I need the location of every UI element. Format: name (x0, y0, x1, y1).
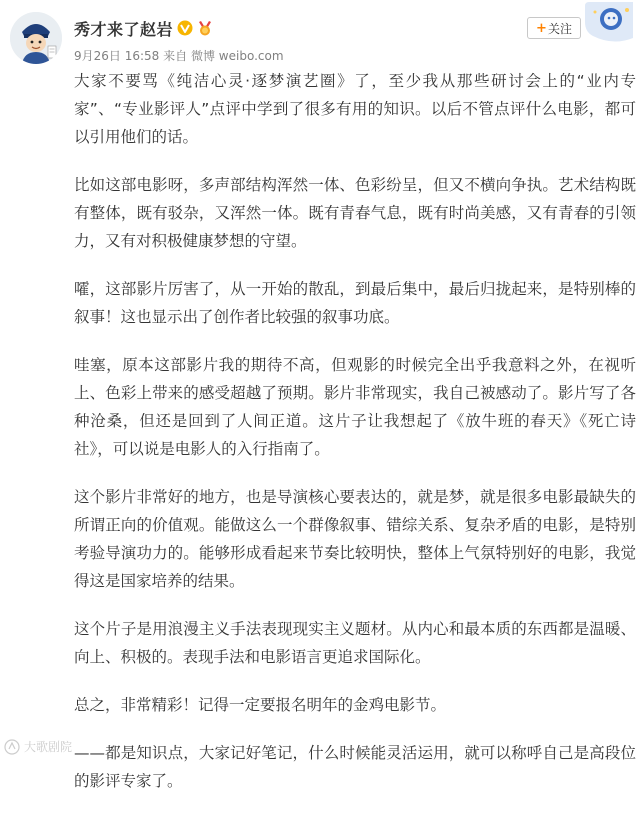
medal-icon[interactable] (197, 20, 213, 36)
post-paragraph-3: 嚯，这部影片厉害了，从一开始的散乱，到最后集中，最后归拢起来，是特别棒的叙事！这也显示出了创作者比较强的叙事功底。 (74, 280, 636, 326)
verified-v-icon (177, 20, 193, 36)
follow-label: 关注 (547, 21, 572, 36)
post-paragraph-4: 哇塞，原本这部影片我的期待不高，但观影的时候完全出乎我意料之外，在视听上、色彩上带来的感受超越了预期。影片非常现实，我自己被感动了。影片写了各种沧桑，但还是回到了人间正道。这片子让我想起了《放牛班的春天》《死亡诗社》，可以说是电影人的入行指南了。 (74, 356, 636, 458)
source-prefix: 来自 (163, 49, 188, 63)
post-meta (74, 47, 284, 64)
cartoon-avatar-icon (10, 12, 62, 64)
post-date[interactable]: 9月26日 16:58 (74, 49, 160, 63)
post-paragraph-7: 总之，非常精彩！记得一定要报名明年的金鸡电影节。 (74, 696, 447, 714)
post-paragraph-1: 大家不要骂《纯洁心灵·逐梦演艺圈》了，至少我从那些研讨会上的“业内专家”、“专业影评人”点评中学到了很多有用的知识。以后不管点评什么电影，都可以引用他们的话。 (74, 72, 636, 146)
post-content (74, 67, 636, 815)
post-paragraph-8: ——都是知识点，大家记好笔记，什么时候能灵活运用，就可以称呼自己是高段位的影评专家了。 (74, 744, 636, 790)
post-paragraph-5: 这个影片非常好的地方，也是导演核心要表达的，就是梦，就是很多电影最缺失的所谓正向的价值观。能做这么一个群像叙事、错综关系、复杂矛盾的电影，是特别考验导演功力的。能够形成看起来节奏比较明快，整体上气氛特别好的电影，我觉得这是国家培养的结果。 (74, 488, 636, 590)
author-row (74, 17, 213, 39)
post-paragraph-2: 比如这部电影呀，多声部结构浑然一体、色彩纷呈，但又不横向争执。艺术结构既有整体，既有驳杂，又浑然一体。既有青春气息，既有时尚美感，又有青春的引领力，又有对积极健康梦想的守望。 (74, 176, 636, 250)
author-name[interactable]: 秀才来了赵岩 (74, 19, 174, 39)
avatar[interactable] (10, 12, 62, 64)
post-paragraph-6: 这个片子是用浪漫主义手法表现现实主义题材。从内心和最本质的东西都是温暖、向上、积极的。表现手法和电影语言更追求国际化。 (74, 620, 636, 666)
watermark-logo-icon (4, 739, 20, 755)
plus-icon: + (536, 20, 547, 36)
post-source[interactable]: 微博 weibo.com (190, 49, 284, 63)
post-header (0, 0, 640, 72)
follow-button[interactable] (527, 17, 581, 39)
blue-badge-icon (583, 2, 633, 44)
watermark-text: 大歌剧院 (24, 740, 73, 754)
watermark (4, 738, 72, 755)
